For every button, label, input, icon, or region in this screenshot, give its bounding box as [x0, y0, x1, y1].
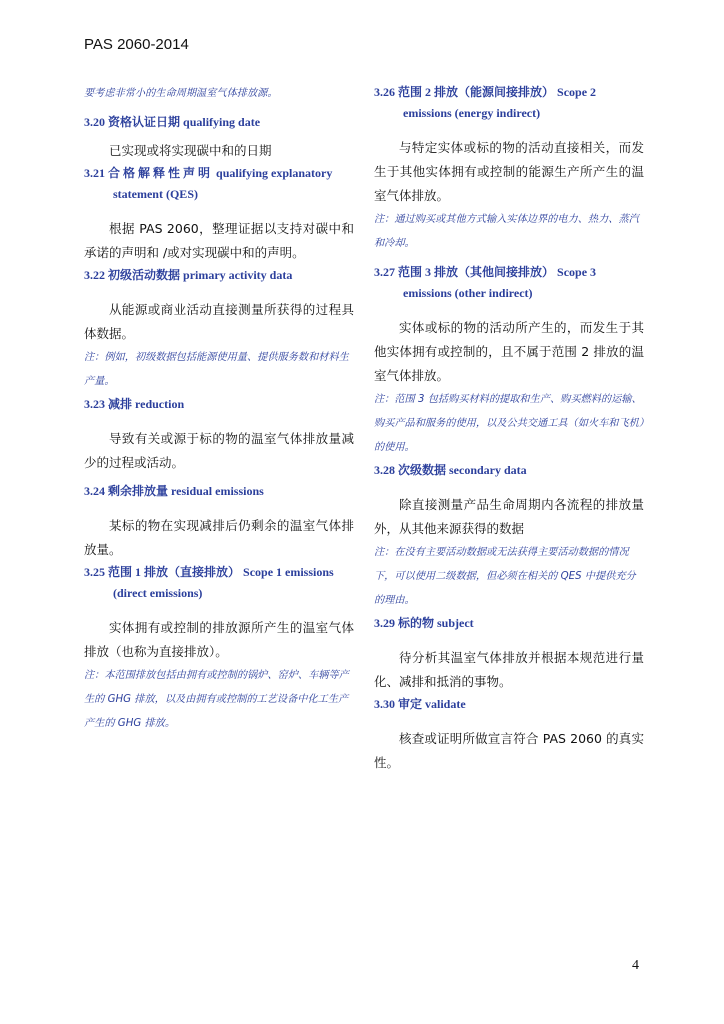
term-heading-3-28	[374, 460, 644, 481]
document-header: PAS 2060-2014	[84, 36, 189, 53]
term-zh: 资格认证日期	[108, 115, 181, 129]
page-number: 4	[632, 958, 639, 973]
term-number: 3.29	[374, 616, 395, 630]
note-text: 注：范围 3 包括购买材料的提取和生产、购买燃料的运输、购买产品和服务的使用，以及公共交通工具（如火车和飞机）的使用。	[374, 394, 644, 453]
term-heading-3-26	[374, 82, 644, 124]
term-zh: 合格解释性声明	[108, 166, 214, 180]
note-text: 注：本范围排放包括由拥有或控制的锅炉、窑炉、车辆等产生的 GHG 排放，以及由拥有或控制的工艺设备中化工生产产生的 GHG 排放。	[84, 670, 349, 729]
term-zh: 范围 3 排放（其他间接排放）	[398, 265, 555, 279]
note-text: 注：通过购买或其他方式输入实体边界的电力、热力、蒸汽和冷却。	[374, 214, 639, 249]
term-number: 3.27	[374, 265, 395, 279]
term-en: validate	[425, 697, 466, 711]
definition-text: 从能源或商业活动直接测量所获得的过程具体数据。	[84, 302, 354, 341]
term-en-continued: (direct emissions)	[113, 586, 203, 600]
definition-text: 根据 PAS 2060，整理证据以支持对碳中和承诺的声明和 /或对实现碳中和的声明。	[84, 221, 354, 260]
note-text: 注：在没有主要活动数据或无法获得主要活动数据的情况下，可以使用二级数据，但必须在相关的 QES 中提供充分的理由。	[374, 547, 636, 606]
term-zh: 范围 2 排放（能源间接排放）	[398, 85, 555, 99]
term-number: 3.25	[84, 565, 105, 579]
term-zh: 审定	[398, 697, 423, 711]
term-number: 3.24	[84, 484, 105, 498]
term-zh: 初级活动数据	[108, 268, 181, 282]
term-heading-3-21	[84, 163, 354, 205]
term-zh: 标的物	[398, 616, 435, 630]
term-en: subject	[437, 616, 474, 630]
term-zh: 范围 1 排放（直接排放）	[108, 565, 241, 579]
term-number: 3.22	[84, 268, 105, 282]
term-number: 3.26	[374, 85, 395, 99]
term-en: Scope 2	[557, 85, 597, 99]
definition-text: 除直接测量产品生命周期内各流程的排放量外，从其他来源获得的数据	[374, 497, 644, 536]
term-number: 3.28	[374, 463, 395, 477]
term-number: 3.21	[84, 166, 105, 180]
definition-text: 导致有关或源于标的物的温室气体排放量减少的过程或活动。	[84, 431, 354, 470]
term-en: secondary data	[449, 463, 527, 477]
term-en: reduction	[135, 397, 185, 411]
term-heading-3-24	[84, 481, 354, 502]
definition-text: 与特定实体或标的物的活动直接相关，而发生于其他实体拥有或控制的能源生产所产生的温室气体排放。	[374, 140, 644, 203]
term-en: qualifying explanatory	[216, 166, 333, 180]
term-heading-3-23	[84, 394, 354, 415]
term-number: 3.20	[84, 115, 105, 129]
term-en-continued: statement (QES)	[113, 187, 198, 201]
term-en: Scope 1 emissions	[243, 565, 334, 579]
term-heading-3-20	[84, 112, 354, 133]
term-heading-3-25	[84, 562, 354, 604]
definition-text: 待分析其温室气体排放并根据本规范进行量化、减排和抵消的事物。	[374, 650, 644, 689]
note-text: 注：例如，初级数据包括能源使用量、提供服务数和材料生产量。	[84, 352, 349, 387]
definition-text: 实体或标的物的活动所产生的，而发生于其他实体拥有或控制的，且不属于范围 2 排放的温室气体排放。	[374, 320, 644, 383]
right-column	[374, 82, 644, 775]
term-en: residual emissions	[171, 484, 264, 498]
definition-text: 核查或证明所做宣言符合 PAS 2060 的真实性。	[374, 731, 644, 770]
note-text: 要考虑非常小的生命周期温室气体排放源。	[84, 88, 278, 99]
term-en-continued: emissions (other indirect)	[403, 286, 533, 300]
term-en: Scope 3	[557, 265, 597, 279]
term-zh: 次级数据	[398, 463, 447, 477]
definition-text: 实体拥有或控制的排放源所产生的温室气体排放（也称为直接排放）。	[84, 620, 354, 659]
definition-text: 已实现或将实现碳中和的日期	[109, 143, 272, 158]
term-en-continued: emissions (energy indirect)	[403, 106, 541, 120]
term-heading-3-27	[374, 262, 644, 304]
term-zh: 剩余排放量	[108, 484, 169, 498]
definition-text: 某标的物在实现减排后仍剩余的温室气体排放量。	[84, 518, 354, 557]
term-heading-3-29	[374, 613, 644, 634]
term-en: qualifying date	[183, 115, 261, 129]
left-column	[84, 82, 354, 736]
term-heading-3-22	[84, 265, 354, 286]
term-en: primary activity data	[183, 268, 293, 282]
term-heading-3-30	[374, 694, 644, 715]
term-number: 3.23	[84, 397, 105, 411]
term-zh: 减排	[108, 397, 133, 411]
term-number: 3.30	[374, 697, 395, 711]
